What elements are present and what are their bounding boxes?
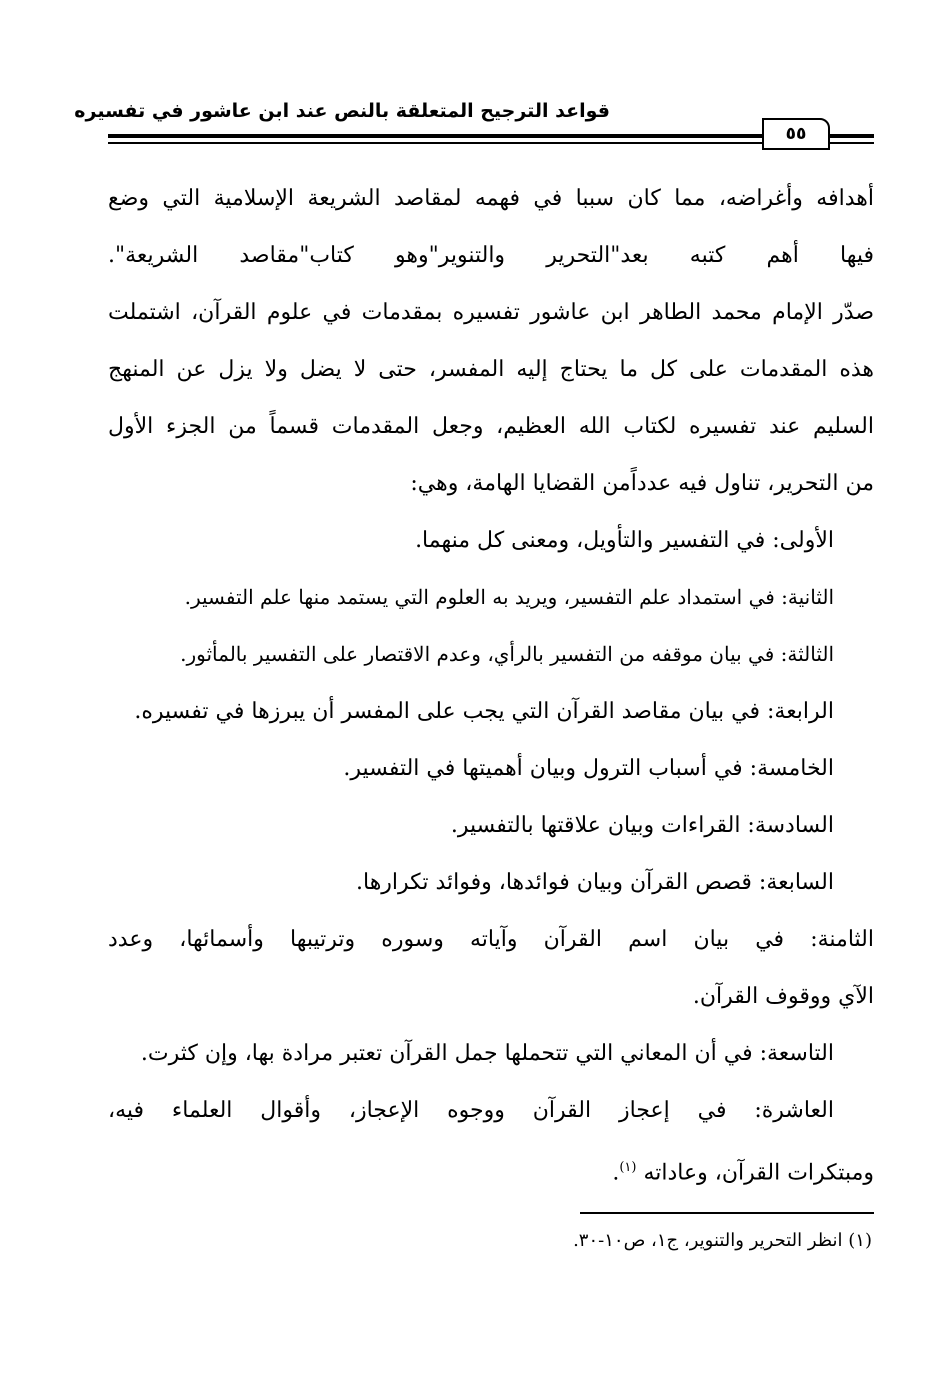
text-line: فيها أهم كتبه بعد"التحرير والتنوير"وهو كتاب"مقاصد الشريعة". (108, 243, 874, 268)
body-text (108, 170, 874, 1196)
text-line-content: ومبتكرات القرآن، وعاداته (643, 1160, 874, 1186)
text-line: صدّر الإمام محمد الطاهر ابن عاشور تفسيره بمقدمات في علوم القرآن، اشتملت (108, 300, 874, 325)
list-item: الثامنة: في بيان اسم القرآن وآياته وسوره وترتيبها وأسمائها، وعدد (108, 927, 874, 952)
footnote-ref[interactable]: (١) (619, 1160, 637, 1175)
list-item: الرابعة: في بيان مقاصد القرآن التي يجب على المفسر أن يبرزها في تفسيره. (134, 699, 834, 724)
text-line: الآي ووقوف القرآن. (692, 984, 874, 1009)
footnote-separator (580, 1212, 874, 1214)
list-item: السابعة: قصص القرآن وبيان فوائدها، وفوائد تكرارها. (356, 870, 834, 895)
running-header-title: قواعد الترجيح المتعلقة بالنص عند ابن عاشور في تفسيره (74, 100, 610, 122)
list-item: الثانية: في استمداد علم التفسير، ويريد به العلوم التي يستمد منها علم التفسير. (184, 585, 834, 609)
header-rule (108, 134, 762, 138)
list-item: التاسعة: في أن المعاني التي تتحملها جمل القرآن تعتبر مرادة بها، وإن كثرت. (140, 1041, 834, 1066)
text-line: هذه المقدمات على كل ما يحتاج إليه المفسر، حتى لا يضل ولا يزل عن المنهج (108, 357, 874, 382)
footnote: (١) انظر التحرير والتنوير، ج١، ص١٠-٣٠. (573, 1230, 872, 1251)
list-item: الخامسة: في أسباب الترول وبيان أهميتها في التفسير. (343, 756, 834, 781)
header-rule-right-thin (830, 142, 874, 144)
header-rule-thin (108, 142, 764, 144)
text-line: السليم عند تفسيره لكتاب الله العظيم، وجعل المقدمات قسماً من الجزء الأول (108, 414, 874, 439)
header-rule-right (830, 134, 874, 138)
page-number: ٥٥ (762, 118, 830, 150)
sentence-end: . (612, 1160, 620, 1186)
list-item: الثالثة: في بيان موقفه من التفسير بالرأي، وعدم الاقتصار على التفسير بالمأثور. (180, 642, 834, 666)
text-line: من التحرير، تناول فيه عدداًمن القضايا الهامة، وهي: (410, 471, 874, 496)
list-item: العاشرة: في إعجاز القرآن ووجوه الإعجاز، وأقوال العلماء فيه، (108, 1098, 834, 1123)
text-line: أهدافه وأغراضه، مما كان سببا في فهمه لمقاصد الشريعة الإسلامية التي وضع (108, 186, 874, 211)
list-item: الأولى: في التفسير والتأويل، ومعنى كل منهما. (415, 528, 834, 553)
list-item: السادسة: القراءات وبيان علاقتها بالتفسير. (450, 813, 834, 838)
text-line-last (108, 1139, 874, 1196)
